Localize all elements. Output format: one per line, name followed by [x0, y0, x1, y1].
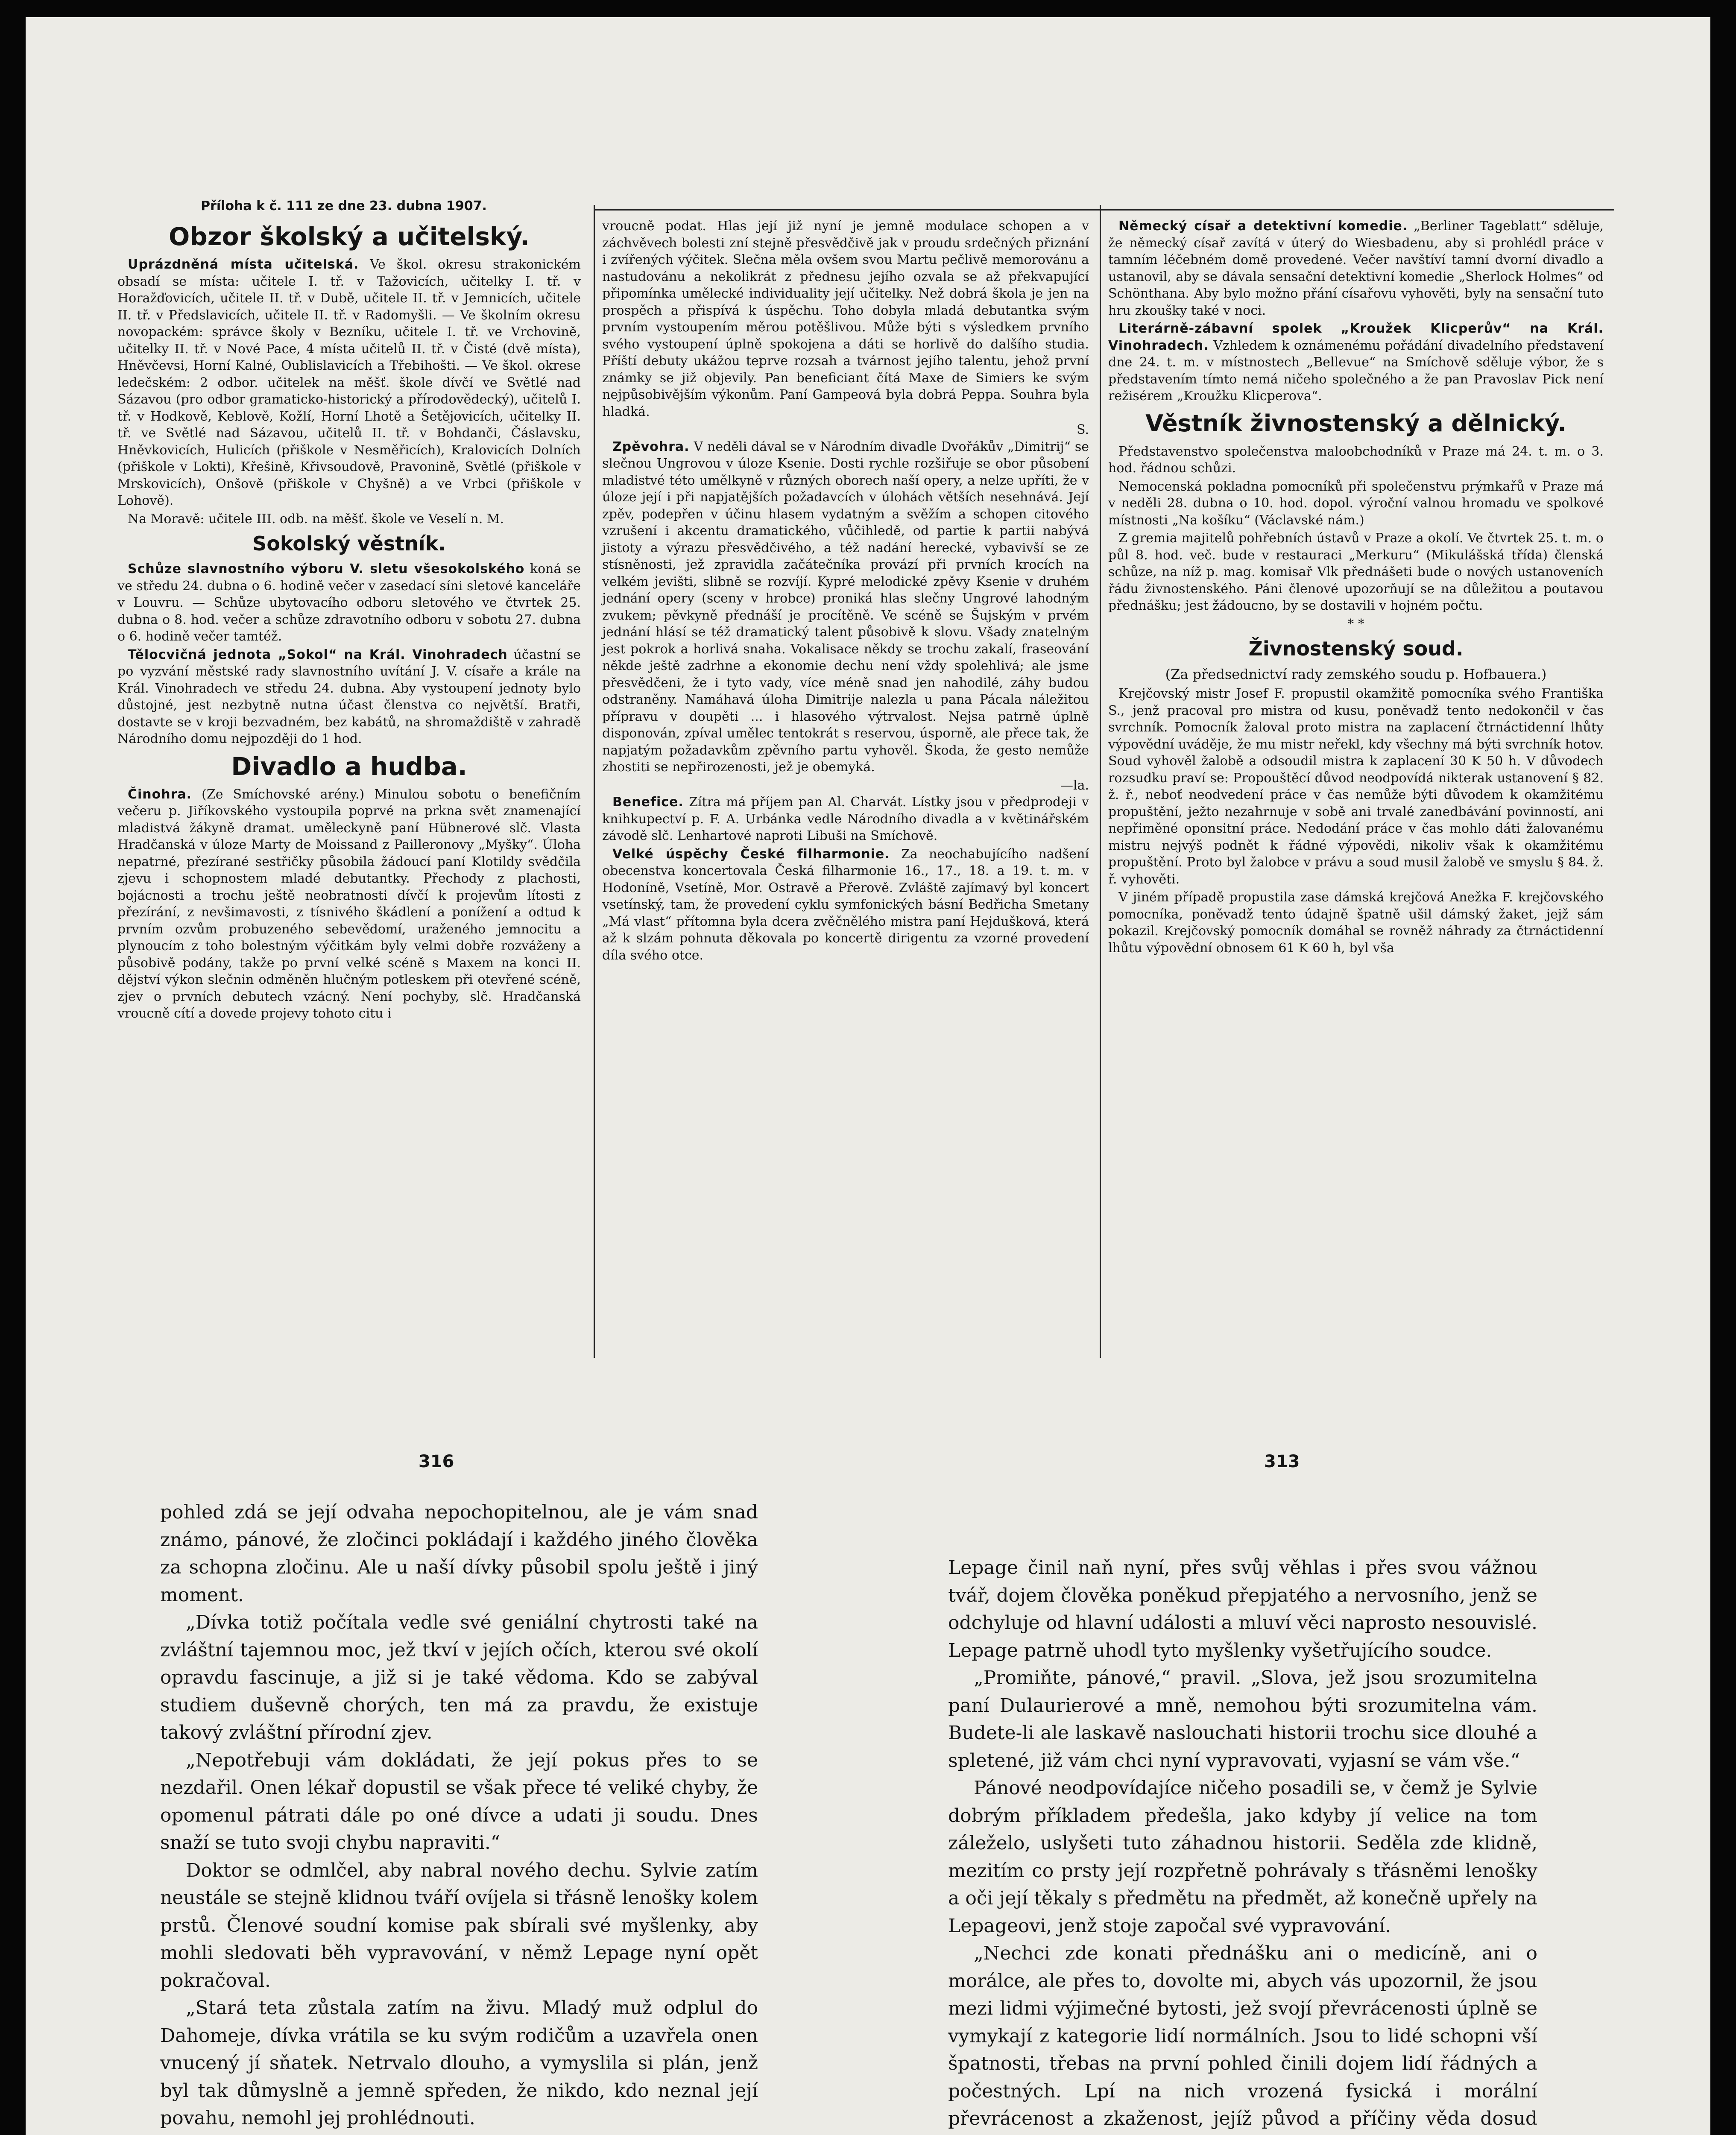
column-top-rule	[594, 209, 1614, 211]
article-text: Za neochabujícího nadšení obecenstva koncertovala Česká filharmonie 16., 17., 18. a 19. t. m. v Hodoníně, Vsetíně, Mor. Ostravě a Přerově. Zvláště zajímavý byl koncert vsetínský, tam, že provedení cyklu symfonických básní Bedřicha Smetany „Má vlast“ přítomna byla dcera zvěčnělého mistra paní Hejdušková, která až k slzám pohnuta děkovala po koncertě dirigentu za vzorné provedení díla svého otce.	[602, 846, 1089, 963]
article-court-case-2: V jiném případě propustila zase dámská krejčová Anežka F. krejčovského pomocníka, poněvadž tento údajně špatně ušil dámský žaket, jejž sám pokazil. Krejčovský pomocník domáhal se rovněž náhrady za čtrnáctidenní lhůtu výpovědní obnosem 61 K 60 h, byl vša	[1108, 890, 1604, 956]
article-opera	[602, 439, 1089, 776]
page-number-right: 313	[1264, 1452, 1300, 1471]
article-kaiser	[1108, 218, 1604, 319]
novel-paragraph: „Promiňte, pánové,“ pravil. „Slova, jež jsou srozumitelna paní Dulaurierové a mně, nemohou býti srozumitelna vám. Budete-li ale laskavě naslouchati historii trochu sice dlouhé a spletené, již vám chci nyní vypravovati, vyjasní se vám vše.“	[948, 1667, 1537, 1772]
article-sokol-meeting	[117, 561, 581, 645]
novel-paragraph: Doktor se odmlčel, aby nabral nového dechu. Sylvie zatím neustále se stejně klidnou tváří ovíjela si třásně lenošky kolem prstů. Členové soudní komise pak sbírali své myšlenky, aby mohli sledovati běh vypravování, v němž Lepage nyní opět pokračoval.	[160, 1859, 758, 1992]
article-lead: Velké úspěchy České filharmonie.	[612, 846, 890, 862]
heading-sokol: Sokolský věstník.	[252, 532, 446, 555]
article-sick-fund: Nemocenská pokladna pomocníků při společenstvu prýmkařů v Praze má v neděli 28. dubna o 10. hod. dopol. výroční valnou hromadu ve spolkové místnosti „Na košíku“ (Václavské nám.)	[1108, 479, 1604, 528]
article-lead: Zpěvohra.	[612, 439, 690, 454]
article-lead: Uprázdněná místa učitelská.	[128, 257, 359, 272]
article-lead: Tělocvičná jednota „Sokol“ na Král. Vinohradech	[128, 647, 508, 662]
article-lead: Schůze slavnostního výboru V. sletu všesokolského	[128, 562, 525, 576]
column-1	[117, 218, 581, 1024]
novel-page-right	[948, 1554, 1537, 2135]
article-text: „Berliner Tageblatt“ sděluje, že německý císař zavítá v úterý do Wiesbadenu, aby si prohlédl práce v tamním léčebném domě provedené. Večer navštíví tamní dvorní divadlo a ustanovil, aby se dávala sensační detektivní komedie „Sherlock Holmes“ od Schönthana. Aby bylo možno přání císařovu vyhověti, byly na sensační tuto hru zkoušky také v noci.	[1108, 219, 1604, 318]
novel-paragraph: „Nepotřebuji vám dokládati, že její pokus přes to se nezdařil. Onen lékař dopustil se však přece té veliké chyby, že opomenul pátrati dále po oné dívce a udati ji soudu. Dnes snaží se tuto svoji chybu napraviti.“	[160, 1749, 758, 1854]
heading-school: Obzor školský a učitelský.	[168, 222, 530, 251]
article-text: koná se ve středu 24. dubna o 6. hodině večer v zasedací síni sletové kanceláře v Louvru. — Schůze ubytovacího odboru sletového ve čtvrtek 25. dubna o 8. hod. večer a schůze zdravotního odboru v sobotu 27. dubna o 6. hodině večer tamtéž.	[117, 562, 581, 644]
article-text: Ve škol. okresu strakonickém obsadí se místa: učitele I. tř. v Tažovicích, učitelky I. tř. v Horažďovicích, učitele II. tř. v Dubě, učitele II. tř. v Jemnicích, učitele II. tř. v Předslavicích, učitele II. tř. v Radomyšli. — Ve školním okresu novopackém: správce školy v Bezníku, učitele I. tř. ve Vrchovině, učitelky II. tř. v Nové Pace, 4 místa učitelů II. tř. v Čisté (dvě místa), Hněvčevsi, Horní Kalné, Oublislavicích a Třebihošti. — Ve škol. okrese ledečském: 2 odbor. učitelek na měšť. škole dívčí ve Světlé nad Sázavou (pro odbor gramaticko-historický a přírodovědecký), učitelů I. tř. v Hodkově, Keblově, Kožlí, Horní Lhotě a Šetějovicích, učitelky II. tř. ve Světlé nad Sázavou, učitelů II. tř. v Bohdanči, Čáslavsku, Hněvkovicích, Hulicích (přiškole v Nesměřicích), Kralovicích Dolních (přiškole v Lokti), Křešině, Křivsoudově, Pravonině, Světlé (přiškole v Mrskovicích), Onšově (přiškole v Chyšně) a ve Vrbci (přiškole v Lohově).	[117, 257, 581, 508]
article-guild: Představenstvo společenstva maloobchodníků v Praze má 24. t. m. o 3. hod. řádnou schůzi.	[1108, 444, 1604, 476]
heading-theatre: Divadlo a hudba.	[231, 752, 467, 781]
article-sokol-vinohrady	[117, 646, 581, 748]
newspaper-header: Příloha k č. 111 ze dne 23. dubna 1907.	[201, 199, 487, 214]
article-lead: Německý císař a detektivní komedie.	[1118, 219, 1408, 234]
novel-paragraph: „Stará teta zůstala zatím na živu. Mladý muž odplul do Dahomeje, dívka vrátila se ku svým rodičům a uzavřela onen vnucený jí sňatek. Netrvalo dlouho, a vymyslila si plán, jenž byl tak důmyslně a jemně spředen, že nikdo, kdo neznal její povahu, nemohl jej prohlédnouti.	[160, 1997, 758, 2129]
novel-paragraph: pohled zdá se její odvaha nepochopitelnou, ale je vám snad známo, pánové, že zločinci pokládají i každého jiného člověka za schopna zločinu. Ale u naší dívky působil spolu ještě i jiný moment.	[160, 1501, 758, 1606]
article-text: Vzhledem k oznámenému pořádání divadelního představení dne 24. t. m. v místnostech „Bellevue“ na Smíchově sděluje výbor, že s představením tímto nemá ničeho společného a že pan Pravoslav Pick není režisérem „Kroužku Klicperova“.	[1108, 338, 1604, 404]
heading-trade: Věstník živnostenský a dělnický.	[1145, 409, 1566, 437]
article-text: Zítra má příjem pan Al. Charvát. Lístky jsou v předprodeji v knihkupectví p. F. A. Urbánka vedle Národního divadla a v květinářském závodě slč. Lenhartové naproti Libuši na Smíchově.	[602, 795, 1089, 843]
article-drama-cont: vroucně podat. Hlas její již nyní je jemně modulace schopen a v záchvěvech bolesti zní stejně přesvědčivě jak v proudu srdečných přiznání i zvířených výčitek. Slečna měla ovšem svou Martu pečlivě memorovánu a nastudovánu a nekolikrát z přednesu jejího ozvala se až překvapující připomínka umělecké individuality její učitelky. Než dobrá škola je jen na prospěch a přispívá k úspěchu. Toho dobyla mladá debutantka svým prvním vystoupením měrou potěšlivou. Může býti s výsledkem prvního svého vystoupení úplně spokojena a dáti se horlivě do dalšího studia. Příští debuty ukážou teprve rozsah a tvárnost jejího talentu, jehož první známky se již objevily. Pan beneficiant čítá Maxe de Simiers ke svým nejpůsobivějším výkonům. Paní Gampeová byla dobrá Peppa. Souhra byla hladká.	[602, 219, 1089, 419]
article-text: účastní se po vyzvání městské rady slavnostního uvítání J. V. císaře a krále na Král. Vinohradech ve středu 24. dubna. Aby vystoupení jednoty bylo důstojné, jest nezbytně nutna účast členstva co největší. Bratři, dostavte se v kroji bezvadném, bez kabátů, na shromaždiště v zahradě Národního domu nejpozději do 1 hod.	[117, 647, 581, 746]
article-benefit	[602, 794, 1089, 845]
article-lead: Činohra.	[128, 787, 192, 802]
article-klicper	[1108, 320, 1604, 405]
column-rule-1	[594, 205, 595, 1358]
novel-paragraph	[160, 2132, 758, 2135]
article-text: V neděli dával se v Národním divadle Dvořákův „Dimitrij“ se slečnou Ungrovou v úloze Ksenie. Dosti rychle rozšiřuje se obor působení mladistvé této umělkyně v různých oborech naší opery, a nelze upříti, že v úloze její i při napjatějších požadavcích v úlohách větších nesehnává. Její zpěv, podepřen v účinu hlasem vydatným a svěžím a schopen citového vzrušení i akcentu dramatického, vůčihledě, od partie k partii nabývá jistoty a výrazu přesvědčivého, a též nadání herecké, vybavivší se ze stísněnosti, jež zpravidla začátečníka provází při prvních krocích na velkém jevišti, slibně se rozvíjí. Kypré melodické zpěvy Ksenie v druhém jednání opery (sceny v hrobce) proniká hlas slečny Ungrové lahodným zvukem; pěvkyně přednáší je procítěně. Ve scéně se Šujským v prvém jednání hlásí se též dramatický talent působivě k slovu. Všady znatelným jest pokrok a horlivá snaha. Vokalisace někdy se trochu zakalí, fraseování někde ještě zadrhne a ekonomie dechu není vždy spolehlivá; ale jsme přesvědčeni, že i tyto vady, více méně snad jen nahodilé, záhy budou odstraněny. Namáhavá úloha Dimitrije nalezla u pana Pácala náležitou přípravu v doupěti ... i hlasového výtrvalost. Nejsa patrně úplně disponován, zpíval umělec tentokrát s reservou, úsporně, ale přece tak, že napjatým požadavkům zpěvního partu vyhověl. Škoda, že gesto nemůže zhostiti se nepřirozenosti, jež je obemyká.	[602, 439, 1089, 775]
article-lead: Benefice.	[612, 795, 684, 810]
column-rule-2	[1100, 205, 1101, 1358]
article-philharmonic	[602, 846, 1089, 964]
scanned-page	[26, 17, 1710, 2135]
article-drama	[117, 786, 581, 1022]
separator-stars: * *	[1347, 616, 1364, 632]
article-funeral-gremium: Z gremia majitelů pohřebních ústavů v Praze a okolí. Ve čtvrtek 25. t. m. o půl 8. hod. več. bude v restauraci „Merkuru“ (Mikulášská třída) členská schůze, na níž p. mag. komisař Vlk přednášeti bude o nových ustanoveních řádu živnostenského. Páni členové upozorňují se na důležitou a poutavou přednášku; jest žádoucno, by se dostavili v hojném počtu.	[1108, 531, 1604, 613]
trade-court-subtitle: (Za předsednictví rady zemského soudu p. Hofbauera.)	[1165, 666, 1547, 682]
column-3	[1108, 218, 1604, 958]
novel-paragraph: Pánové neodpovídajíce ničeho posadili se, v čemž je Sylvie dobrým příkladem předešla, jako kdyby jí velice na tom záleželo, uslyšeti tuto záhadnou historii. Seděla zde klidně, mezitím co prsty její rozpřetně pohrávaly s třásněmi lenošky a oči její těkaly s předmětu na předmět, až konečně upřely na Lepageovi, jenž stoje započal své vypravování.	[948, 1777, 1537, 1937]
column-2	[602, 218, 1089, 965]
novel-paragraph: Lepage činil naň nyní, přes svůj věhlas i přes svou vážnou tvář, dojem člověka poněkud přepjatého a nervosního, jenž se odchyluje od hlavní události a mluví věci naprosto nesouvislé. Lepage patrně uhodl tyto myšlenky vyšetřujícího soudce.	[948, 1557, 1537, 1661]
signature-la: —la.	[1060, 778, 1089, 793]
article-court-case-1: Krejčovský mistr Josef F. propustil okamžitě pomocníka svého Františka S., jenž pracoval pro mistra od kusu, poněvadž tento nedokončil v čas svrchník. Pomocník žaloval proto mistra na zaplacení čtrnáctidenní lhůty výpovědní uváděje, že mu mistr neřekl, kdy všechny má býti svrchník hotov. Soud vyhověl žalobě a odsoudil mistra k zaplacení 30 K 50 h. V důvodech rozsudku praví se: Propouštěcí důvod neodpovídá nikterak ustanovení § 82. ž. ř., neboť neodvedení práce v čas nemůže býti důvodem k okamžitému propuštění, ježto nezahrnuje v sobě ani trvalé zanedbávání povinností, ani nepřiměné oponsitní práce. Nedodání práce v čas mohlo dáti žalovanému mistru nejvýš podnět k řádné výpovědi, nikoliv však k okamžitému propuštění. Proto byl žalobce v právu a soud musil žalobě ve smyslu § 84. ž. ř. vyhověti.	[1108, 686, 1604, 887]
article-moravia: Na Moravě: učitele III. odb. na měšť. škole ve Veselí n. M.	[128, 511, 504, 526]
novel-page-left	[160, 1499, 758, 2135]
article-lead: Literárně-zábavní spolek „Kroužek Klicperův“ na Král. Vinohradech.	[1108, 321, 1604, 353]
article-vacancies	[117, 256, 581, 509]
page-number-left: 316	[419, 1452, 454, 1471]
novel-paragraph: „Dívka totiž počítala vedle své geniální chytrosti také na zvláštní tajemnou moc, jež tkví v jejích očích, kterou své okolí opravdu fascinuje, a již si je také vědoma. Kdo se zabýval studiem duševně chorých, ten má za pravdu, že existuje takový zvláštní přírodní zjev.	[160, 1611, 758, 1743]
article-text: (Ze Smíchovské arény.) Minulou sobotu o benefičním večeru p. Jiříkovského vystoupila poprvé na prkna svět znamenající mladistvá žákyně dramat. uměleckyně paní Hübnerové slč. Vlasta Hradčanská v úloze Marty de Moissand z Pailleronovy „Myšky“. Úloha nepatrné, přezírané sestřičky působila žádoucí paní Klotildy svědčila zjevu i schopnostem mladé debutantky. Přechody z plachosti, bojácnosti a trochu ještě neobratnosti dívčí k projevům lítosti z přezírání, z nevšimavosti, z tísnivého škádlení a ponížení a odtud k prvním ozvům probuzeného sebevědomí, uraženého jemnocitu a plynoucím z toho bolestným výčitkám byly velmi dobře rozváženy a působivě podány, takže po první velké scéně s Maxem na konci II. dějství výkon slečnin odměněn hlučným potleskem při otevřené scéně, zjev o prvních debutech vzácný. Není pochyby, slč. Hradčanská vroucně cítí a dovede projevy tohoto citu i	[117, 787, 581, 1021]
signature-s: S.	[1076, 422, 1089, 437]
heading-trade-court: Živnostenský soud.	[1248, 637, 1464, 660]
novel-paragraph: „Nechci zde konati přednášku ani o medicíně, ani o morálce, ale přes to, dovolte mi, abych vás upozornil, že jsou mezi lidmi výjimečné bytosti, jež svojí převrácenosti úplně se vymykají z kategorie lidí normálních. Jsou to lidé schopni vší špatnosti, třebas na první pohled činili dojem lidí řádných a počestných. Lpí na nich vrozená fysická i morální převrácenost a zkaženost, jejíž původ a příčiny věda dosud	[948, 1942, 1537, 2129]
